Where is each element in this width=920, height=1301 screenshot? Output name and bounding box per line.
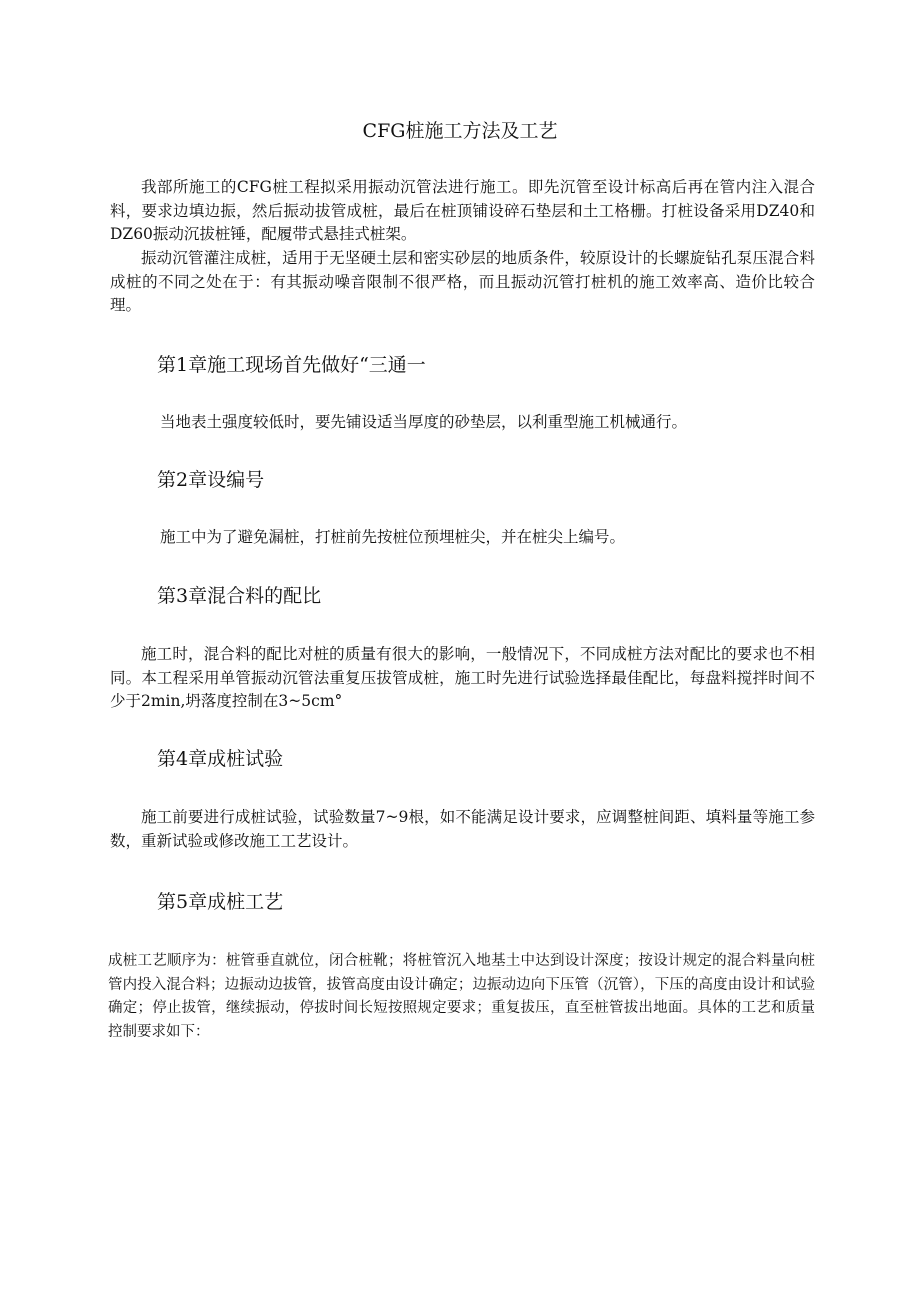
intro-paragraph-1: 我部所施工的CFG桩工程拟采用振动沉管法进行施工。即先沉管至设计标高后再在管内注入混合料，要求边填边振，然后振动拔管成桩，最后在桩顶铺设碎石垫层和土工格栅。打桩设备采用DZ40和DZ60振动沉拔桩锤，配履带式悬挂式桩架。 bbox=[110, 178, 815, 243]
chapter-5-heading: 第5章成桩工艺 bbox=[157, 891, 284, 913]
chapter-1-body: 当地表土强度较低时，要先铺设适当厚度的砂垫层，以利重型施工机械通行。 bbox=[160, 413, 688, 431]
chapter-3-heading: 第3章混合料的配比 bbox=[157, 585, 322, 607]
chapter-4-body: 施工前要进行成桩试验，试验数量7~9根，如不能满足设计要求，应调整桩间距、填料量等施工参数，重新试验或修改施工工艺设计。 bbox=[110, 808, 815, 850]
chapter-4-heading: 第4章成桩试验 bbox=[157, 748, 284, 770]
chapter-5-body: 成桩工艺顺序为：桩管垂直就位，闭合桩靴；将桩管沉入地基土中达到设计深度；按设计规定的混合料量向桩管内投入混合料；边振动边拔管，拔管高度由设计确定；边振动边向下压管（沉管），下压的高度由设计和试验确定；停止拔管，继续振动，停拔时间长短按照规定要求；重复拔压，直至桩管拔出地面。具体的工艺和质量控制要求如下： bbox=[108, 953, 815, 1040]
document-title: CFG桩施工方法及工艺 bbox=[362, 120, 558, 142]
intro-paragraph-2: 振动沉管灌注成桩，适用于无坚硬土层和密实砂层的地质条件，较原设计的长螺旋钻孔泵压混合料成桩的不同之处在于：有其振动噪音限制不很严格，而且振动沉管打桩机的施工效率高、造价比较合理。 bbox=[110, 249, 815, 314]
chapter-3-body: 施工时，混合料的配比对桩的质量有很大的影响，一般情况下，不同成桩方法对配比的要求也不相同。本工程采用单管振动沉管法重复压拔管成桩，施工时先进行试验选择最佳配比，每盘料搅拌时间不少于2min,坍落度控制在3~5cm° bbox=[110, 645, 815, 710]
chapter-2-heading: 第2章设编号 bbox=[157, 469, 265, 491]
chapter-1-heading: 第1章施工现场首先做好“三通一 bbox=[157, 354, 426, 376]
chapter-2-body: 施工中为了避免漏桩，打桩前先按桩位预埋桩尖，并在桩尖上编号。 bbox=[160, 528, 626, 546]
